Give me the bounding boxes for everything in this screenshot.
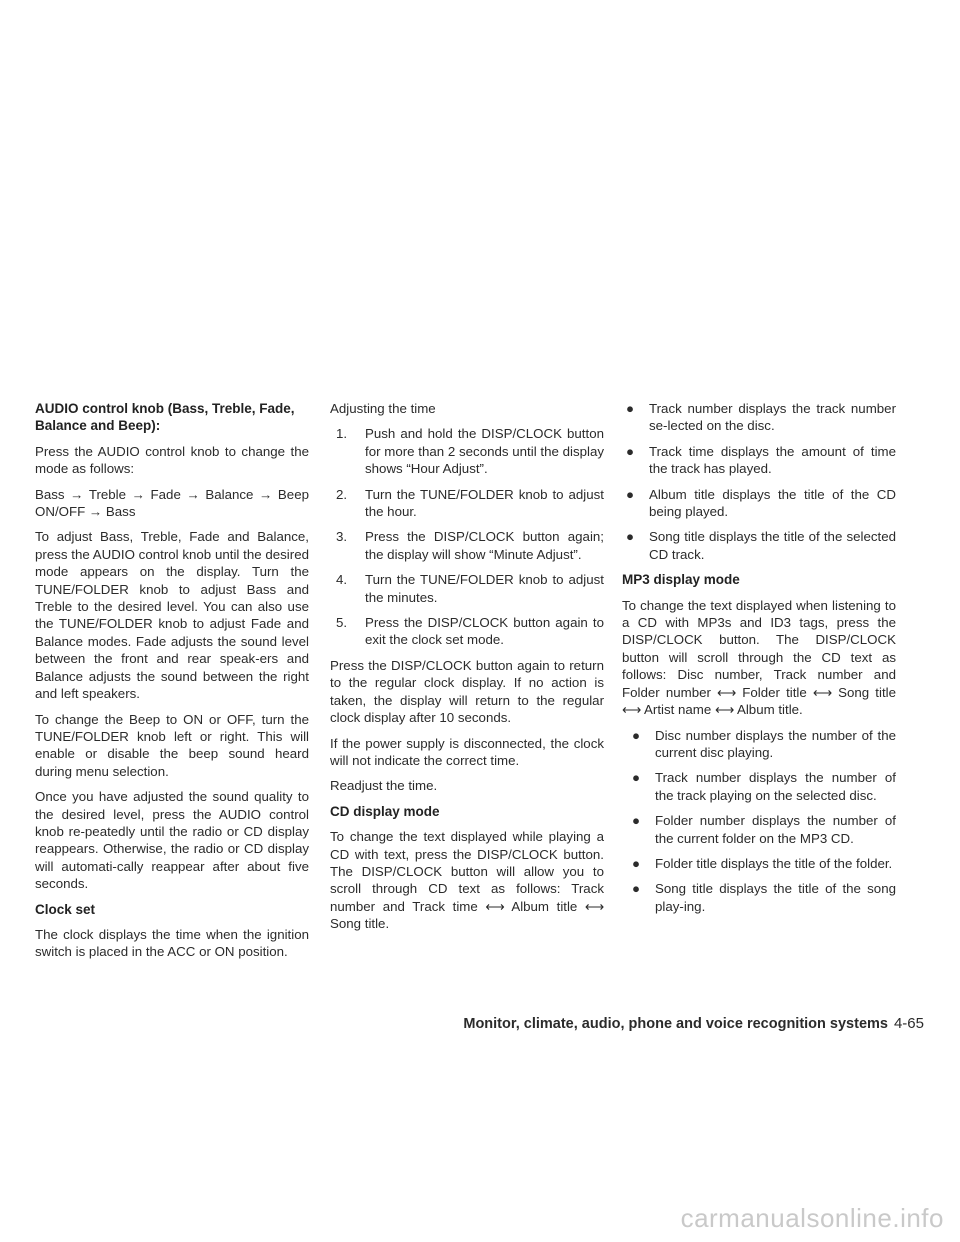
bullet-icon: ● [632,727,641,743]
paragraph: To change the text displayed when listening to a CD with MP3s and ID3 tags, press the DISP/CLOCK button. The DISP/CLOCK button will scroll through the CD text as follows: Disc number, Track number and Folder number ⟷ Folder title ⟷ Song title ⟷ Artist name ⟷ Album title. [622,597,896,718]
bullet-icon: ● [632,813,641,829]
list-item [622,528,896,563]
column-middle [330,400,604,941]
list-item [330,486,604,521]
step-text: Press the DISP/CLOCK button again; the display will show “Minute Adjust”. [365,529,604,562]
watermark: carmanualsonline.info [680,1203,944,1233]
step-number: 5. [336,615,348,631]
bullet-text: Track number displays the track number se-lected on the disc. [649,401,896,434]
bullet-text: Track time displays the amount of time the track has played. [649,443,896,477]
paragraph: The clock displays the time when the ignition switch is placed in the ACC or ON position. [35,926,309,960]
bullet-icon: ● [626,486,635,502]
list-item [330,571,604,606]
mode-sequence: Bass → Treble → Fade → Balance → Beep ON/OFF → Bass [35,486,309,520]
bullet-icon: ● [632,855,641,871]
bullet-icon: ● [626,401,635,416]
heading-clock-set: Clock set [35,901,96,917]
step-text: Turn the TUNE/FOLDER knob to adjust the minutes. [365,572,604,605]
page-footer [463,1015,924,1032]
bullet-icon: ● [626,443,635,459]
step-number: 4. [336,572,348,588]
bullet-text: Album title displays the title of the CD being played. [649,486,896,520]
paragraph: To adjust Bass, Treble, Fade and Balance, press the AUDIO control knob until the desired mode appears on the display. Turn the TUNE/FOLDER knob to adjust Bass and Treble to the desired level. You can also use the TUNE/FOLDER knob to adjust Fade and Balance modes. Fade adjusts the sound level between the front and rear speak-ers and Balance adjusts the sound between the right and left speakers. [35,529,309,702]
steps-list [330,425,604,648]
paragraph: To change the text displayed while playing a CD with text, press the DISP/CLOCK button. The DISP/CLOCK button will allow you to scroll through CD text as follows: Track number and Track time ⟷ Album title ⟷ Song title. [330,829,604,932]
mp3-bullet-list [622,727,896,916]
list-item [622,486,896,521]
list-item [628,727,896,762]
bullet-icon: ● [632,770,641,786]
paragraph: Press the AUDIO control knob to change the mode as follows: [35,443,309,477]
bullet-icon: ● [626,529,635,545]
list-item [628,855,896,872]
step-text: Push and hold the DISP/CLOCK button for more than 2 seconds until the display shows “Hour Adjust”. [365,426,604,477]
bullet-icon: ● [632,881,641,897]
paragraph: Once you have adjusted the sound quality to the desired level, press the AUDIO control knob re-peatedly until the radio or CD display reappears. Otherwise, the radio or CD display will automati-cally reappear after about five seconds. [35,789,309,892]
paragraph: Readjust the time. [330,778,438,794]
bullet-text: Folder number displays the number of the current folder on the MP3 CD. [655,813,896,846]
list-item [622,400,896,435]
paragraph: To change the Beep to ON or OFF, turn the TUNE/FOLDER knob left or right. This will enable or disable the beep sound heard during menu selection. [35,711,309,779]
paragraph: If the power supply is disconnected, the clock will not indicate the correct time. [330,735,604,768]
subheading-adjusting-time: Adjusting the time [330,401,436,416]
list-item [330,614,604,649]
bullet-text: Folder title displays the title of the folder. [655,855,893,871]
step-text: Press the DISP/CLOCK button again to exit the clock set mode. [365,615,604,648]
paragraph: Press the DISP/CLOCK button again to return to the regular clock display. If no action is taken, the display will return to the regular clock display after 10 seconds. [330,657,604,726]
step-number: 3. [336,529,348,545]
list-item [628,812,896,847]
list-item [628,769,896,804]
step-number: 1. [336,426,348,442]
step-text: Turn the TUNE/FOLDER knob to adjust the hour. [365,486,604,520]
heading-mp3-display-mode: MP3 display mode [622,572,740,588]
column-left [35,400,309,969]
list-item [330,528,604,563]
column-right [622,400,896,923]
heading-audio-control-knob: AUDIO control knob (Bass, Treble, Fade, Balance and Beep): [35,401,295,434]
section-title: Monitor, climate, audio, phone and voice recognition systems [463,1016,888,1032]
step-number: 2. [336,486,348,502]
list-item [628,880,896,915]
bullet-text: Disc number displays the number of the current disc playing. [655,727,896,760]
cd-bullet-list [622,400,896,563]
bullet-text: Song title displays the title of the song play-ing. [655,881,896,914]
page-number: 4-65 [893,1015,924,1032]
bullet-text: Track number displays the number of the track playing on the selected disc. [655,770,896,803]
bullet-text: Song title displays the title of the selected CD track. [649,529,896,562]
list-item [622,443,896,478]
heading-cd-display-mode: CD display mode [330,803,440,819]
list-item [330,425,604,477]
